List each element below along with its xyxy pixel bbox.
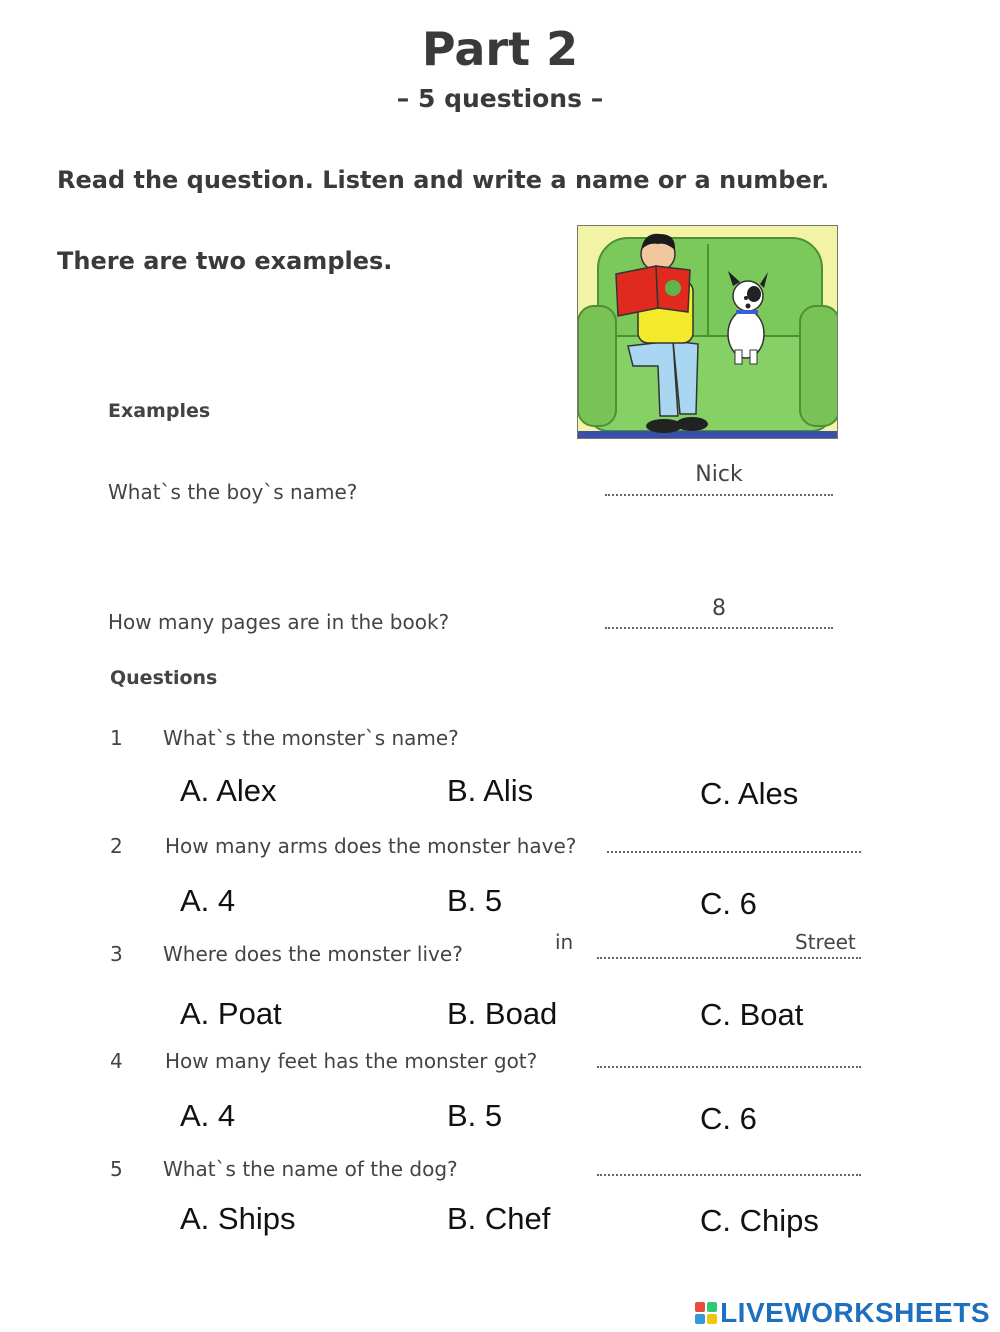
question-3-number: 3 [110, 942, 123, 966]
question-3-suffix: Street [795, 930, 856, 954]
question-4-option-b[interactable]: B. 5 [447, 1098, 503, 1133]
question-2-option-b[interactable]: B. 5 [447, 883, 503, 918]
question-5-option-a[interactable]: A. Ships [180, 1201, 296, 1236]
question-1-option-b[interactable]: B. Alis [447, 773, 534, 808]
question-5-option-b[interactable]: B. Chef [447, 1201, 551, 1236]
logo-block [707, 1302, 717, 1312]
example-2-answer-line [605, 627, 833, 629]
question-1-text: What`s the monster`s name? [163, 726, 459, 750]
logo-text: LIVEWORKSHEETS [720, 1297, 990, 1328]
instruction-line-2: There are two examples. [57, 247, 393, 275]
question-3-answer-line[interactable] [597, 957, 861, 959]
question-4-answer-line[interactable] [597, 1066, 861, 1068]
question-3-text: Where does the monster live? [163, 942, 463, 966]
logo-block [707, 1314, 717, 1324]
question-4-text: How many feet has the monster got? [165, 1049, 538, 1073]
question-2-answer-line[interactable] [607, 851, 861, 853]
page-subtitle: – 5 questions – [396, 84, 604, 113]
logo-blocks-icon [695, 1302, 717, 1324]
question-5-number: 5 [110, 1157, 123, 1181]
question-5-option-c[interactable]: C. Chips [700, 1203, 819, 1238]
question-2-option-c[interactable]: C. 6 [700, 886, 757, 921]
question-4-number: 4 [110, 1049, 123, 1073]
instruction-line-1: Read the question. Listen and write a name or a number. [57, 166, 830, 194]
example-1-question: What`s the boy`s name? [108, 480, 358, 504]
question-1-option-c[interactable]: C. Ales [700, 776, 799, 811]
liveworksheets-logo[interactable] [695, 1296, 990, 1330]
question-3-prefix: in [555, 930, 574, 954]
page-title: Part 2 [421, 22, 579, 76]
example-2-question: How many pages are in the book? [108, 610, 450, 634]
example-2-answer: 8 [712, 596, 726, 621]
question-2-text: How many arms does the monster have? [165, 834, 577, 858]
example-1-answer: Nick [695, 462, 743, 487]
question-5-text: What`s the name of the dog? [163, 1157, 458, 1181]
question-5-answer-line[interactable] [597, 1174, 861, 1176]
boy-reading-illustration [577, 225, 838, 439]
question-2-number: 2 [110, 834, 123, 858]
question-4-option-a[interactable]: A. 4 [180, 1098, 236, 1133]
question-1-option-a[interactable]: A. Alex [180, 773, 277, 808]
logo-block [695, 1302, 705, 1312]
question-1-number: 1 [110, 726, 123, 750]
logo-block [695, 1314, 705, 1324]
questions-heading: Questions [110, 667, 218, 689]
question-3-option-a[interactable]: A. Poat [180, 996, 282, 1031]
question-2-option-a[interactable]: A. 4 [180, 883, 236, 918]
example-1-answer-line [605, 494, 833, 496]
question-4-option-c[interactable]: C. 6 [700, 1101, 757, 1136]
question-3-option-b[interactable]: B. Boad [447, 996, 558, 1031]
question-3-option-c[interactable]: C. Boat [700, 997, 804, 1032]
examples-heading: Examples [108, 400, 211, 422]
